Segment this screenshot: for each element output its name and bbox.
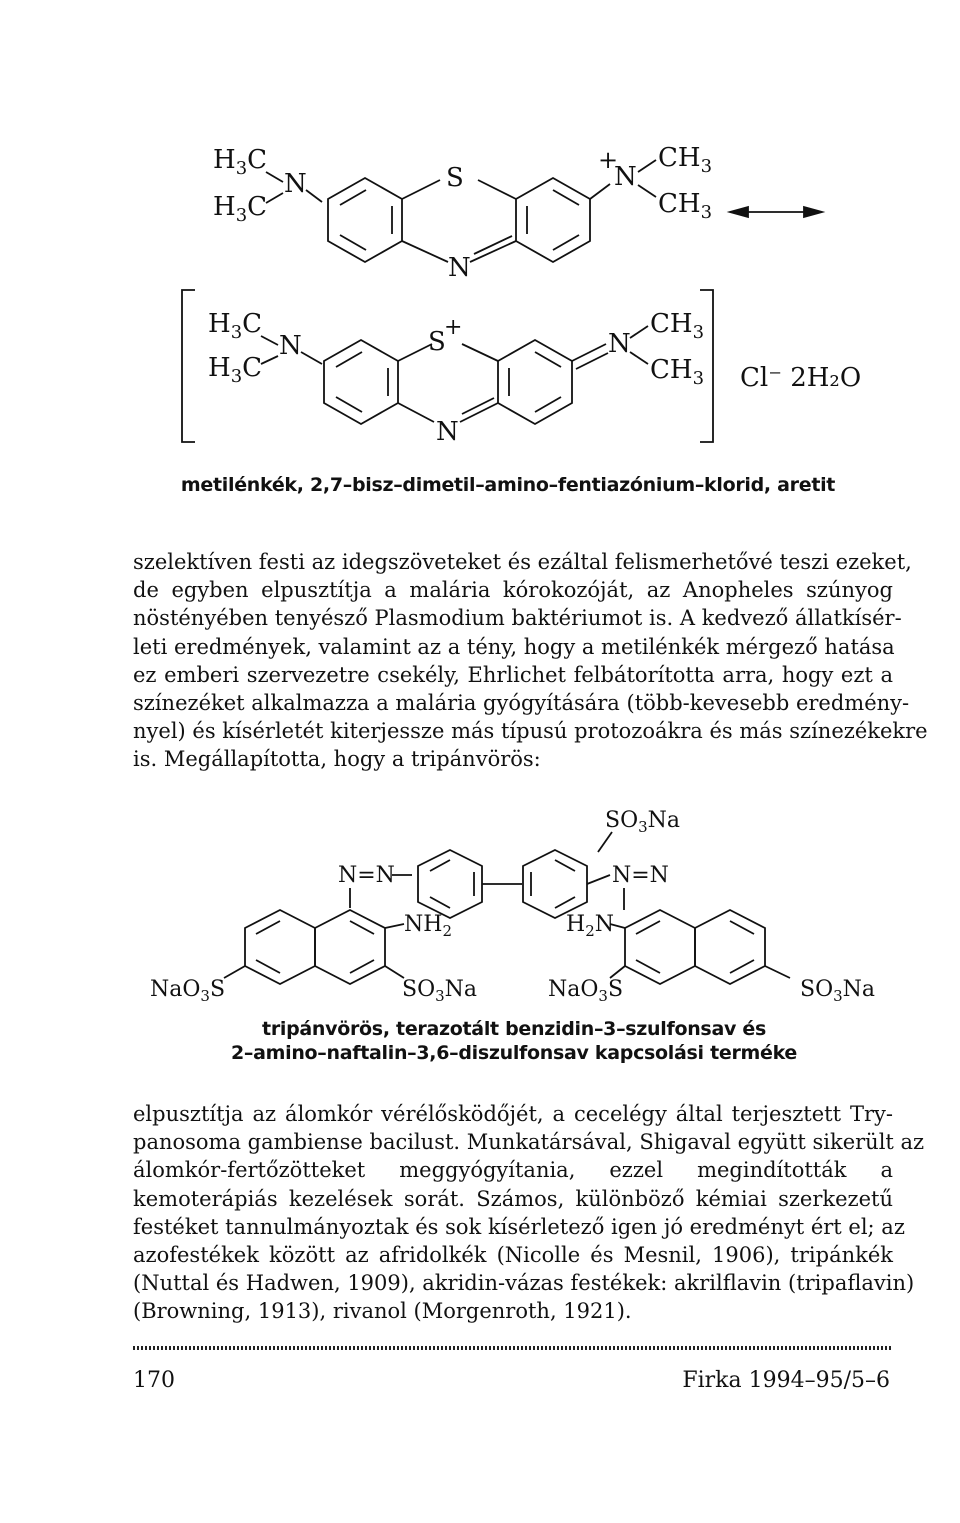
bracket-right [700,290,713,442]
group-h3c-lower: $H_3C$ [213,192,268,226]
group-so3na-left: $SO_3Na$ [402,977,478,1005]
group-ch3-upper: $CH_3$ [658,143,713,177]
figure2-caption-line-1: tripánvörös, terazotált benzidin–3–szulfonsav és [262,1018,766,1040]
footer-rule [133,1346,893,1350]
double-bond [730,921,754,934]
text-line: nöstényében tenyésző Plasmodium baktériumot is. A kedvező állatkísér- [133,606,902,631]
atom-s: S [446,163,464,193]
double-bond [336,352,362,367]
bond [306,190,322,202]
group-nao3s-right: NaO$_3$S [548,977,624,1005]
double-bond [535,397,561,412]
bond [765,966,790,978]
bond [385,924,404,928]
double-bond [336,397,362,412]
atom-n-left: N [284,169,307,199]
double-bond [555,897,575,908]
group-ch3-lower: $CH_3$ [658,189,713,223]
atom-n-right: N [608,329,631,359]
bond [266,172,283,182]
atom-n-left: N [279,331,302,361]
methylene-blue-structure [0,0,960,480]
group-so3na-right: $SO_3Na$ [800,977,876,1005]
arrowhead-left [730,207,748,217]
text-line: álomkór-fertőzötteket meggyógyítania, ezzel megindították a [133,1158,893,1183]
bond [638,185,656,197]
double-bond [256,921,280,934]
double-bond [340,235,366,250]
paragraph-2 [133,1100,925,1326]
bond [462,344,498,361]
text-line: azofestékek között az afridolkék (Nicolle és Mesnil, 1906), tripánkék [133,1243,893,1268]
text-line: (Nuttal és Hadwen, 1909), akridin-vázas festékek: akrilflavin (tripaflavin) [133,1271,915,1296]
bond [630,352,648,364]
methylene-blue-top [213,143,822,283]
bond [398,344,432,361]
bond [398,403,434,422]
double-bond [730,960,754,973]
journal-issue: Firka 1994–95/5–6 [682,1368,890,1393]
azo-left: N=N [338,863,395,888]
double-bond [572,344,606,361]
group-ch3-upper: $CH_3$ [650,309,705,343]
text-line: (Browning, 1913), rivanol (Morgenroth, 1921). [133,1299,632,1324]
bond [630,326,648,338]
double-bond [636,921,660,934]
double-bond [535,352,561,367]
bond [587,875,610,884]
arrowhead-right [804,207,822,217]
group-h3c-upper: $H_3C$ [208,309,263,343]
atom-s: S [428,327,446,357]
bond [301,352,322,364]
bond [638,160,656,172]
double-bond [553,190,579,205]
group-h2n: $H_2N$ [566,912,614,940]
trypan-red-structure [0,800,960,1020]
double-bond [350,921,374,934]
text-line: nyel) és kísérletét kiterjessze más típusú protozoákra és más színezékekre [133,719,928,744]
double-bond [350,960,374,973]
charge-plus: + [598,146,619,174]
bond [590,184,610,199]
double-bond [555,860,575,871]
bond [224,966,245,978]
page-number: 170 [133,1368,175,1393]
counterion: Cl⁻ 2H₂O [740,363,862,393]
azo-right: N=N [612,863,669,888]
group-nh2: $NH_2$ [404,912,452,940]
bond [402,180,440,199]
group-h3c-upper: $H_3C$ [213,145,268,179]
text-line: de egyben elpusztítja a malária kórokozóját, az Anopheles szúnyog [133,578,893,603]
atom-n-bridge: N [448,253,471,283]
atom-n-bridge: N [436,417,459,447]
bond [478,180,516,199]
double-bond [340,190,366,205]
double-bond [462,398,494,414]
charge-plus: + [444,315,463,340]
double-bond [553,235,579,250]
double-bond [256,960,280,973]
bond [261,336,278,345]
text-line: is. Megállapította, hogy a tripánvörös: [133,747,541,772]
bracket-left [182,290,195,442]
text-line: festéket tannulmányoztak és sok kísérletező igen jó eredményt ért el; az [133,1214,905,1239]
figure2-caption-line-2: 2–amino–naftalin–3,6–diszulfonsav kapcsolási terméke [230,1042,798,1064]
bond [266,193,283,203]
bond [402,241,448,262]
figure1-caption: metilénkék, 2,7–bisz–dimetil–amino–fentiazónium–klorid, aretit [180,474,836,496]
bond [261,356,278,364]
group-ch3-lower: $CH_3$ [650,355,705,389]
paragraph-1 [133,548,928,774]
bond [598,832,612,852]
double-bond [430,897,450,908]
double-bond [430,860,450,871]
methylene-blue-bottom [182,290,861,447]
text-line: elpusztítja az álomkór vérélősködőjét, a cecelégy által terjesztett Try- [133,1102,893,1126]
group-nao3s-left: NaO$_3$S [150,977,226,1005]
text-line: szelektíven festi az idegszöveteket és ezáltal felismerhetővé teszi ezeket, [133,550,912,574]
double-bond [636,960,660,973]
text-line: színezéket alkalmazza a malária gyógyítására (több-kevesebb eredmény- [133,691,910,716]
text-line: leti eredmények, valamint az a tény, hogy a metilénkék mérgező hatása [133,634,895,659]
text-line: panosoma gambiense bacilust. Munkatársával, Shigaval együtt sikerült az [133,1130,925,1155]
double-bond [576,353,608,369]
group-so3na-top: $SO_3Na$ [605,808,681,836]
group-h3c-lower: $H_3C$ [208,353,263,387]
text-line: kemoterápiás kezelések sorát. Számos, különböző kémiai szerkezetű [133,1186,893,1211]
atom-n-right: N [614,162,637,192]
text-line: ez emberi szervezetre csekély, Ehrlichet felbátorította arra, hogy ezt a [133,662,893,687]
